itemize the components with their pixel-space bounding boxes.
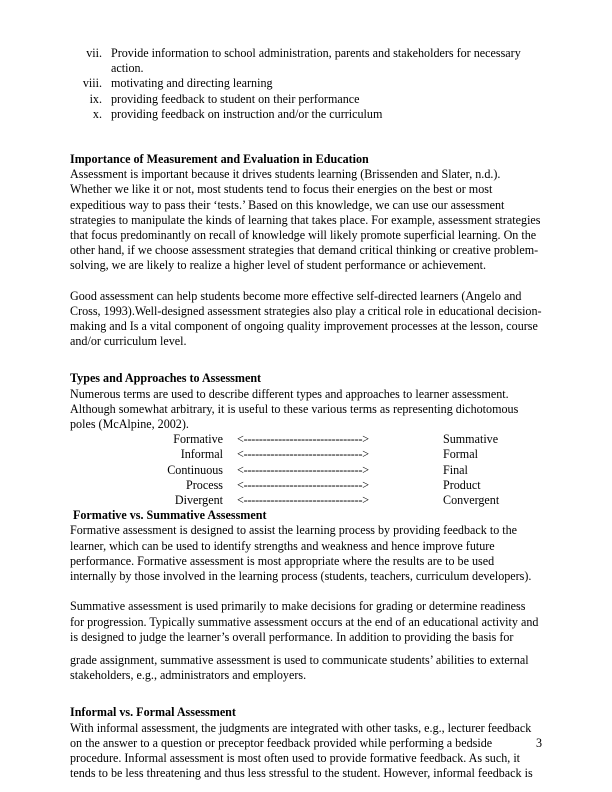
paragraph-summative-2: grade assignment, summative assessment is used to communicate students’ abilities to external stakeholders, e.g., administrators and employers. bbox=[70, 652, 529, 683]
bidirectional-arrow-icon: <-------------------------------> bbox=[237, 462, 369, 477]
table-row bbox=[155, 447, 499, 462]
pole-right: Formal bbox=[443, 447, 478, 462]
spacer bbox=[70, 584, 542, 599]
list-marker: ix. bbox=[89, 91, 102, 106]
list-item-text: Provide information to school administration, parents and stakeholders for necessary action. bbox=[111, 46, 521, 76]
pole-right: Convergent bbox=[443, 493, 500, 508]
section-heading-formative-summative: Formative vs. Summative Assessment bbox=[73, 508, 267, 523]
list-item-text: providing feedback to student on their performance bbox=[111, 91, 360, 106]
bidirectional-arrow-icon: <-------------------------------> bbox=[237, 477, 369, 492]
pole-right: Product bbox=[443, 477, 481, 492]
list-item bbox=[70, 92, 542, 107]
list-marker: viii. bbox=[82, 76, 102, 91]
list-item-text: providing feedback on instruction and/or the curriculum bbox=[111, 106, 383, 121]
list-marker: x. bbox=[92, 106, 102, 121]
spacer bbox=[70, 122, 542, 152]
section-heading-types: Types and Approaches to Assessment bbox=[70, 371, 262, 386]
pole-right: Final bbox=[443, 462, 468, 477]
pole-right: Summative bbox=[443, 432, 499, 447]
pole-left: Process bbox=[186, 477, 223, 492]
page-number: 3 bbox=[535, 736, 542, 750]
bidirectional-arrow-icon: <-------------------------------> bbox=[237, 447, 369, 462]
section-heading-importance: Importance of Measurement and Evaluation in Education bbox=[70, 152, 369, 167]
paragraph-formative-1: Formative assessment is designed to assist the learning process by providing feedback to the learner, which can be used to identify strengths and weakness and hence improve future performance. Formative assessment is most appropriate where the results are to be used internally by those involved in the learning process (students, teachers, curriculum developers). bbox=[70, 523, 532, 584]
pole-left: Divergent bbox=[174, 493, 223, 508]
numbered-objectives-list bbox=[70, 46, 542, 122]
spacer bbox=[70, 274, 542, 289]
list-item-text: motivating and directing learning bbox=[111, 76, 273, 91]
table-row bbox=[155, 478, 499, 493]
pole-left: Formative bbox=[173, 432, 223, 447]
paragraph-importance-2: Good assessment can help students become more effective self-directed learners (Angelo and Cross, 1993).Well-designed assessment strategies also play a critical role in educational decision-making and Is a vital component of ongoing quality improvement processes at the lesson, course and/or curriculum level. bbox=[70, 288, 542, 349]
table-row bbox=[155, 493, 499, 508]
section-heading-informal-formal: Informal vs. Formal Assessment bbox=[70, 705, 236, 720]
spacer bbox=[70, 683, 542, 705]
list-item bbox=[70, 107, 542, 122]
paragraph-types-1: Numerous terms are used to describe different types and approaches to learner assessment. Although somewhat arbitrary, it is useful to these various terms as representing dichotomous poles (McAlpine, 2002). bbox=[70, 386, 519, 432]
list-marker: vii. bbox=[86, 46, 102, 60]
paragraph-importance-1: Assessment is important because it drives students learning (Brissenden and Slater, n.d.). Whether we like it or not, most students tend to focus their energies on the best or most expeditious way to pass their ‘tests.’ Based on this knowledge, we can use our assessment strategies to manipulate the kinds of learning that takes place. For example, assessment strategies that focus predominantly on recall of knowledge will likely promote superficial learning. On the other hand, if we choose assessment strategies that demand critical thinking or creative problem-solving, we are likely to realize a higher level of student performance or achievement. bbox=[70, 167, 541, 273]
page-content bbox=[70, 46, 542, 781]
paragraph-informal-1: With informal assessment, the judgments are integrated with other tasks, e.g., lecturer feedback on the answer to a question or preceptor feedback provided while performing a bedside procedure. Informal assessment is most often used to provide formative feedback. As such, it tends to be less threatening and thus less stressful to the student. However, informal feedback is bbox=[70, 720, 533, 781]
pole-left: Continuous bbox=[167, 462, 223, 477]
list-item bbox=[70, 46, 542, 76]
paragraph-summative-1: Summative assessment is used primarily to make decisions for grading or determine readiness for progression. Typically summative assessment occurs at the end of an educational activity and is designed to judge the learner’s overall performance. In addition to providing the basis for bbox=[70, 599, 539, 644]
spacer bbox=[70, 645, 542, 653]
dichotomous-poles-table bbox=[155, 432, 499, 508]
bidirectional-arrow-icon: <-------------------------------> bbox=[237, 493, 369, 508]
spacer bbox=[70, 349, 542, 371]
table-row bbox=[155, 463, 499, 478]
bidirectional-arrow-icon: <-------------------------------> bbox=[237, 432, 369, 447]
table-row bbox=[155, 432, 499, 447]
pole-left: Informal bbox=[180, 447, 223, 462]
list-item bbox=[70, 76, 542, 91]
